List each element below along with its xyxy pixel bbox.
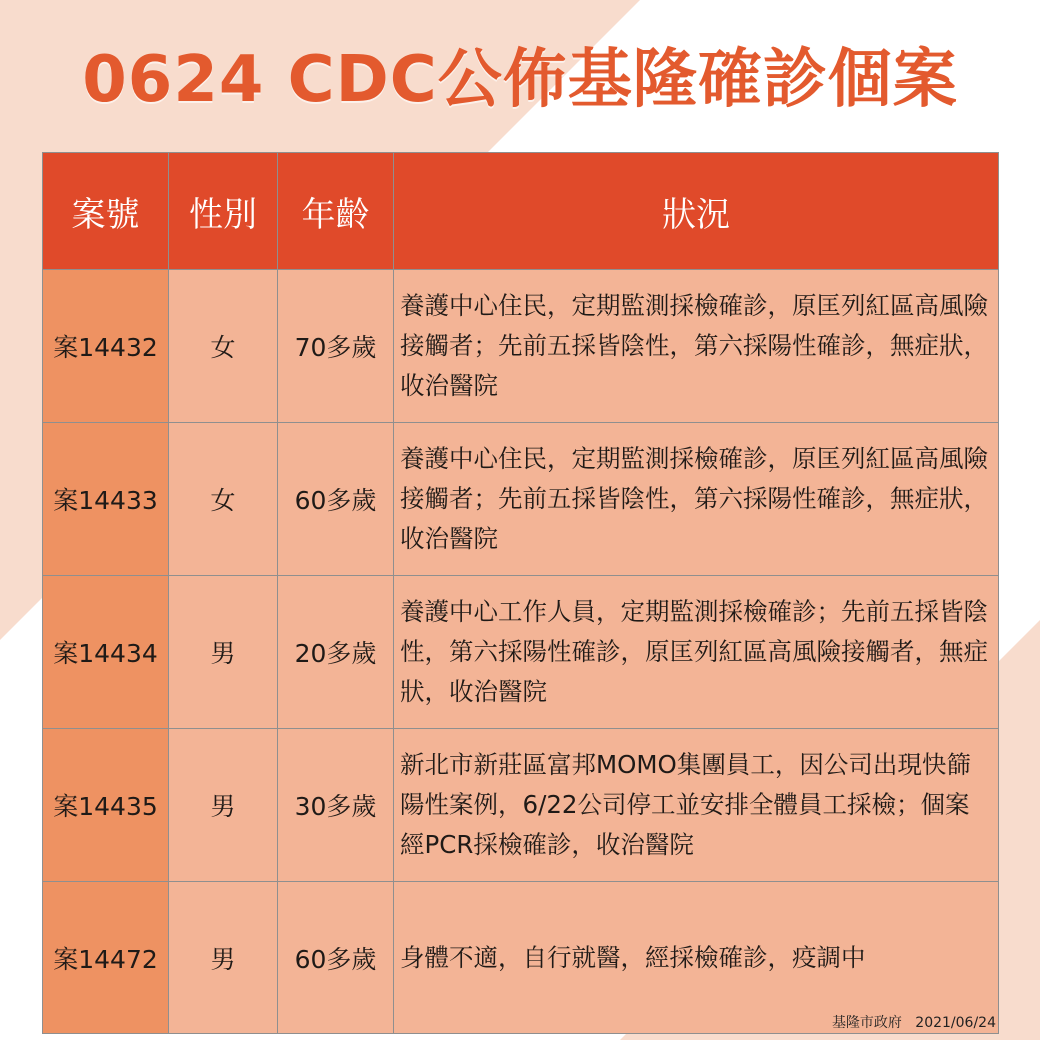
- table-row: [43, 576, 999, 729]
- table-header-row: [43, 153, 999, 270]
- page-title: 0624 CDC公佈基隆確診個案: [82, 43, 958, 117]
- status-cell: 養護中心工作人員，定期監測採檢確診；先前五採皆陰性，第六採陽性確診，原匡列紅區高風險接觸者，無症狀，收治醫院: [394, 576, 999, 729]
- header-age: 年齡: [278, 153, 394, 270]
- age-cell: 20多歲: [278, 576, 394, 729]
- gender-cell: 女: [169, 423, 278, 576]
- publish-date: 2021/06/24: [915, 1015, 996, 1031]
- gender-cell: 男: [169, 729, 278, 882]
- age-cell: 60多歲: [278, 423, 394, 576]
- case-table: [42, 152, 999, 1034]
- status-cell: 養護中心住民，定期監測採檢確診，原匡列紅區高風險接觸者；先前五採皆陰性，第六採陽性確診，無症狀，收治醫院: [394, 423, 999, 576]
- case-number-cell: 案14434: [43, 576, 169, 729]
- status-cell: 新北市新莊區富邦MOMO集團員工，因公司出現快篩陽性案例，6/22公司停工並安排全體員工採檢；個案經PCR採檢確診，收治醫院: [394, 729, 999, 882]
- gender-cell: 男: [169, 882, 278, 1034]
- case-number-cell: 案14433: [43, 423, 169, 576]
- gender-cell: 女: [169, 270, 278, 423]
- case-number-cell: 案14432: [43, 270, 169, 423]
- age-cell: 70多歲: [278, 270, 394, 423]
- footer-credit: [832, 1012, 996, 1032]
- table-row: [43, 729, 999, 882]
- age-cell: 30多歲: [278, 729, 394, 882]
- table-row: [43, 423, 999, 576]
- publisher-label: 基隆市政府: [831, 1015, 902, 1031]
- status-cell: 身體不適，自行就醫，經採檢確診，疫調中: [394, 882, 999, 1034]
- case-number-cell: 案14472: [43, 882, 169, 1034]
- header-case-no: 案號: [43, 153, 169, 270]
- gender-cell: 男: [169, 576, 278, 729]
- age-cell: 60多歲: [278, 882, 394, 1034]
- table-row: [43, 882, 999, 1034]
- header-status: 狀況: [394, 153, 999, 270]
- header-gender: 性別: [169, 153, 278, 270]
- case-number-cell: 案14435: [43, 729, 169, 882]
- table-row: [43, 270, 999, 423]
- status-cell: 養護中心住民，定期監測採檢確診，原匡列紅區高風險接觸者；先前五採皆陰性，第六採陽性確診，無症狀，收治醫院: [394, 270, 999, 423]
